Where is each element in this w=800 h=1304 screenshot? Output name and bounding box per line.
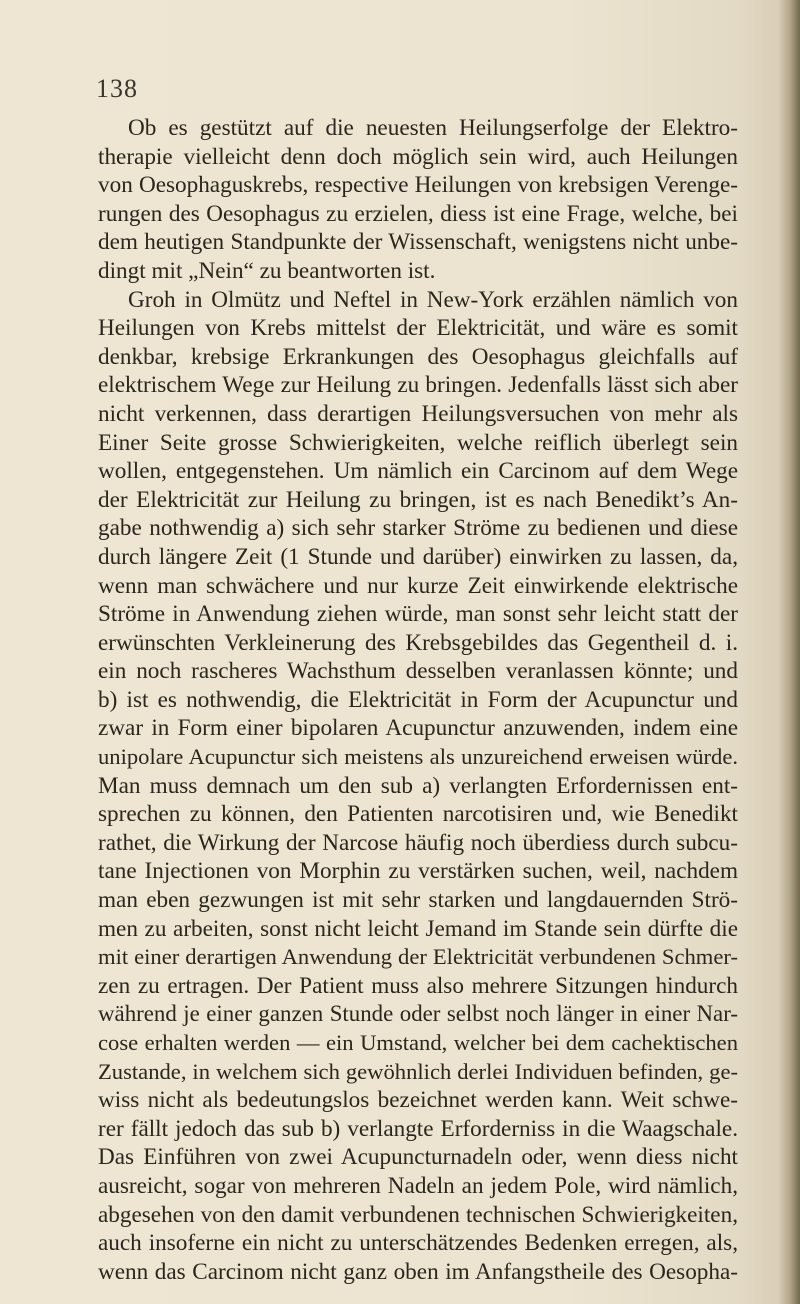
text-line: durch längere Zeit (1 Stunde und darüber) einwirken zu lassen, da,	[98, 543, 738, 570]
text-line: unipolare Acupunctur sich meistens als unzureichend erweisen würde.	[98, 744, 738, 770]
text-line: men zu arbeiten, sonst nicht leicht Jemand im Stande sein dürfte die	[98, 915, 738, 942]
text-line: tane Injectionen von Morphin zu verstärken suchen, weil, nachdem	[98, 858, 738, 885]
page-number: 138	[96, 74, 138, 103]
text-line: rungen des Oesophagus zu erzielen, diess ist eine Frage, welche, bei	[98, 200, 738, 227]
text-line: wiss nicht als bedeutungslos bezeichnet werden kann. Weit schwe-	[98, 1087, 738, 1114]
text-line: der Elektricität zur Heilung zu bringen, ist es nach Benedikt’s An-	[98, 486, 738, 513]
text-line: ein noch rascheres Wachsthum desselben veranlassen könnte; und	[98, 658, 738, 685]
text-line: man eben gezwungen ist mit sehr starken und langdauernden Strö-	[98, 887, 738, 914]
text-line: wollen, entgegenstehen. Um nämlich ein Carcinom auf dem Wege	[98, 458, 738, 485]
text-line: Ströme in Anwendung ziehen würde, man sonst sehr leicht statt der	[98, 601, 738, 628]
text-line: cose erhalten werden — ein Umstand, welcher bei dem cachektischen	[98, 1030, 738, 1055]
text-line: rathet, die Wirkung der Narcose häufig noch überdiess durch subcu-	[98, 829, 738, 856]
text-line: Zustande, in welchem sich gewöhnlich derlei Individuen befinden, ge-	[98, 1058, 738, 1084]
text-line: dingt mit „Nein“ zu beantworten ist.	[98, 257, 436, 284]
text-line: rer fällt jedoch das sub b) verlangte Erforderniss in die Waagschale.	[98, 1115, 738, 1142]
text-line: wenn das Carcinom nicht ganz oben im Anfangstheile des Oesopha-	[98, 1258, 738, 1285]
text-line: abgesehen von den damit verbundenen technischen Schwierigkeiten,	[98, 1201, 738, 1228]
text-line: b) ist es nothwendig, die Elektricität in Form der Acupunctur und	[98, 686, 738, 713]
text-line: zen zu ertragen. Der Patient muss also mehrere Sitzungen hindurch	[98, 972, 738, 999]
text-line: Man muss demnach um den sub a) verlangten Erfordernissen ent-	[98, 772, 738, 799]
body-text	[98, 114, 738, 1286]
text-line: erwünschten Verkleinerung des Krebsgebildes das Gegentheil d. i.	[98, 629, 738, 656]
text-line: mit einer derartigen Anwendung der Elektricität verbundenen Schmer-	[98, 944, 738, 970]
text-line: zwar in Form einer bipolaren Acupunctur anzuwenden, indem eine	[98, 715, 738, 742]
text-line: Groh in Olmütz und Neftel in New-York erzählen nämlich von	[128, 286, 738, 313]
page-edge-shadow	[778, 0, 800, 1304]
text-line: sprechen zu können, den Patienten narcotisiren und, wie Benedikt	[98, 801, 738, 828]
text-line: denkbar, krebsige Erkrankungen des Oesophagus gleichfalls auf	[98, 343, 738, 370]
text-line: gabe nothwendig a) sich sehr starker Ströme zu bedienen und diese	[98, 515, 738, 542]
text-line: dem heutigen Standpunkte der Wissenschaft, wenigstens nicht unbe-	[98, 229, 738, 256]
text-line: therapie vielleicht denn doch möglich sein wird, auch Heilungen	[98, 143, 738, 170]
text-line: Einer Seite grosse Schwierigkeiten, welche reiflich überlegt sein	[98, 429, 738, 456]
text-line: Das Einführen von zwei Acupuncturnadeln oder, wenn diess nicht	[98, 1144, 738, 1171]
text-line: Ob es gestützt auf die neuesten Heilungserfolge der Elektro-	[128, 115, 738, 141]
text-line: wenn man schwächere und nur kurze Zeit einwirkende elektrische	[98, 572, 738, 599]
text-line: Heilungen von Krebs mittelst der Elektricität, und wäre es somit	[98, 315, 738, 342]
text-line: während je einer ganzen Stunde oder selbst noch länger in einer Nar-	[98, 1001, 738, 1027]
text-line: auch insoferne ein nicht zu unterschätzendes Bedenken erregen, als,	[98, 1230, 738, 1257]
text-line: elektrischem Wege zur Heilung zu bringen. Jedenfalls lässt sich aber	[98, 372, 738, 399]
text-line: nicht verkennen, dass derartigen Heilungsversuchen von mehr als	[98, 400, 738, 427]
text-line: von Oesophaguskrebs, respective Heilungen von krebsigen Verenge-	[98, 172, 738, 199]
text-line: ausreicht, sogar von mehreren Nadeln an jedem Pole, wird nämlich,	[98, 1172, 738, 1199]
